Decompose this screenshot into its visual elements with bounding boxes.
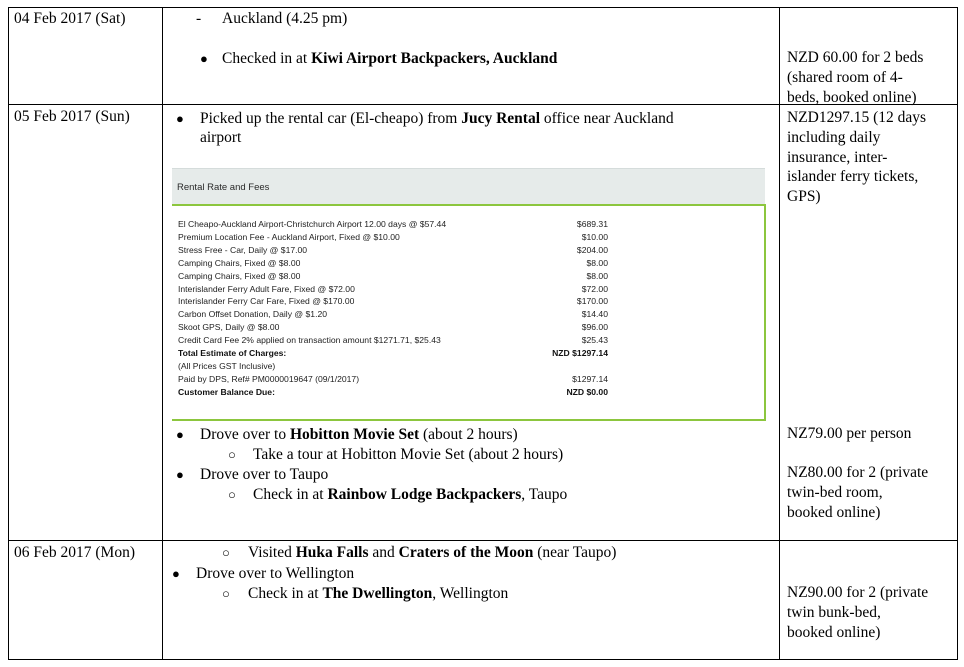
invoice-item-amount: $14.40: [581, 309, 608, 320]
invoice-line-item: [178, 308, 608, 320]
invoice-item-amount: NZD $1297.14: [552, 348, 608, 358]
invoice-line-item: [178, 360, 608, 372]
bullet-marker: ●: [176, 467, 184, 482]
cost-line: NZ90.00 for 2 (private: [787, 584, 929, 601]
invoice-item-amount: $204.00: [576, 244, 608, 255]
invoice-item-amount: $170.00: [576, 296, 608, 307]
cost-cell: [787, 48, 957, 107]
invoice-line-item: [178, 231, 608, 243]
row-divider-2: [8, 540, 958, 541]
cost-line: twin bunk-bed,: [787, 603, 881, 621]
cost-line: islander ferry tickets,: [787, 168, 919, 186]
column-divider-date: [162, 7, 163, 660]
invoice-item-description: Skoot GPS, Daily @ $8.00: [178, 322, 280, 333]
invoice-item-description: Customer Balance Due:: [178, 386, 275, 397]
invoice-item-description: Stress Free - Car, Daily @ $17.00: [178, 244, 308, 255]
itinerary-line: Visited Huka Falls and Craters of the Moon (near Taupo): [248, 544, 617, 561]
invoice-line-item: [178, 218, 608, 230]
circle-marker: ○: [222, 586, 230, 601]
date-cell: 05 Feb 2017 (Sun): [14, 108, 130, 125]
invoice-line-item: [178, 386, 608, 398]
cost-line: NZ79.00 per person: [787, 425, 912, 442]
invoice-item-amount: $72.00: [581, 283, 608, 294]
cost-line: insurance, inter-: [787, 148, 888, 166]
table-right-border: [957, 7, 958, 660]
cost-line: (shared room of 4-: [787, 68, 903, 86]
itinerary-line: Check in at Rainbow Lodge Backpackers, Taupo: [253, 486, 568, 503]
invoice-item-description: Interislander Ferry Car Fare, Fixed @ $170.00: [178, 296, 355, 307]
invoice-item-amount: $96.00: [581, 322, 608, 333]
date-cell: 04 Feb 2017 (Sat): [14, 10, 126, 27]
invoice-line-item: [178, 244, 608, 256]
invoice-item-amount: $689.31: [576, 219, 608, 229]
circle-marker: ○: [228, 447, 236, 462]
invoice-divider: [172, 204, 765, 206]
invoice-item-description: (All Prices GST Inclusive): [178, 360, 276, 371]
invoice-line-item: [178, 373, 608, 385]
bullet-marker: ●: [200, 51, 208, 66]
dash-marker: -: [196, 10, 202, 27]
cost-line: beds, booked online): [787, 88, 917, 106]
invoice-line-item: [178, 257, 608, 269]
invoice-bottom-border: [172, 419, 766, 421]
invoice-line-item: [178, 295, 608, 307]
cost-cell: [787, 108, 957, 207]
invoice-item-description: Carbon Offset Donation, Daily @ $1.20: [178, 309, 328, 320]
invoice-item-amount: $25.43: [581, 335, 608, 346]
invoice-line-item: [178, 321, 608, 333]
invoice-title: Rental Rate and Fees: [177, 182, 270, 193]
cost-line: booked online): [787, 623, 881, 641]
invoice-item-description: Paid by DPS, Ref# PM0000019647 (09/1/2017): [178, 373, 360, 384]
cost-line: GPS): [787, 188, 821, 206]
cost-line: booked online): [787, 503, 881, 521]
itinerary-line: Auckland (4.25 pm): [222, 10, 348, 27]
itinerary-line: Checked in at Kiwi Airport Backpackers, Auckland: [222, 50, 558, 67]
invoice-line-item: [178, 334, 608, 346]
invoice-item-description: El Cheapo-Auckland Airport-Christchurch Airport 12.00 days @ $57.44: [178, 219, 447, 229]
invoice-line-item: [178, 347, 608, 359]
table-top-border: [8, 7, 958, 8]
circle-marker: ○: [222, 545, 230, 560]
invoice-item-amount: $8.00: [586, 270, 608, 281]
invoice-item-description: Interislander Ferry Adult Fare, Fixed @ $72.00: [178, 283, 355, 294]
invoice-item-amount: $1297.14: [572, 373, 608, 384]
invoice-line-item: [178, 270, 608, 282]
itinerary-line: Drove over to Taupo: [200, 466, 329, 483]
bullet-marker: ●: [176, 427, 184, 442]
cost-line: NZ80.00 for 2 (private: [787, 464, 929, 481]
itinerary-line: Drove over to Hobitton Movie Set (about 2 hours): [200, 426, 518, 443]
invoice-line-item: [178, 283, 608, 295]
invoice-item-description: Total Estimate of Charges:: [178, 348, 287, 358]
itinerary-line: Drove over to Wellington: [196, 565, 355, 582]
cost-line: twin-bed room,: [787, 483, 883, 501]
itinerary-line: Take a tour at Hobitton Movie Set (about 2 hours): [253, 446, 564, 463]
cost-cell: [787, 424, 957, 444]
invoice-item-description: Premium Location Fee - Auckland Airport, Fixed @ $10.00: [178, 231, 400, 242]
table-left-border: [8, 7, 9, 660]
invoice-item-amount: $8.00: [586, 257, 608, 268]
cost-cell: [787, 583, 957, 642]
itinerary-line: Check in at The Dwellington, Wellington: [248, 585, 509, 602]
rental-invoice-panel: [172, 168, 765, 421]
invoice-header: [172, 168, 765, 205]
cost-line: NZD 60.00 for 2 beds: [787, 49, 924, 66]
invoice-right-border: [764, 204, 766, 421]
date-cell: 06 Feb 2017 (Mon): [14, 544, 135, 561]
itinerary-line: airport: [200, 129, 242, 146]
bullet-marker: ●: [176, 111, 184, 126]
circle-marker: ○: [228, 487, 236, 502]
column-divider-cost: [779, 7, 780, 660]
itinerary-line: Picked up the rental car (El-cheapo) from Jucy Rental office near Auckland: [200, 110, 674, 127]
cost-line: including daily: [787, 128, 881, 146]
invoice-item-amount: $10.00: [581, 231, 608, 242]
cost-line: NZD1297.15 (12 days: [787, 109, 927, 126]
invoice-item-description: Camping Chairs, Fixed @ $8.00: [178, 270, 301, 281]
cost-cell: [787, 463, 957, 522]
invoice-item-description: Camping Chairs, Fixed @ $8.00: [178, 257, 301, 268]
bullet-marker: ●: [172, 566, 180, 581]
table-bottom-border: [8, 659, 958, 660]
invoice-item-amount: NZD $0.00: [566, 386, 608, 397]
invoice-item-description: Credit Card Fee 2% applied on transaction amount $1271.71, $25.43: [178, 335, 441, 346]
